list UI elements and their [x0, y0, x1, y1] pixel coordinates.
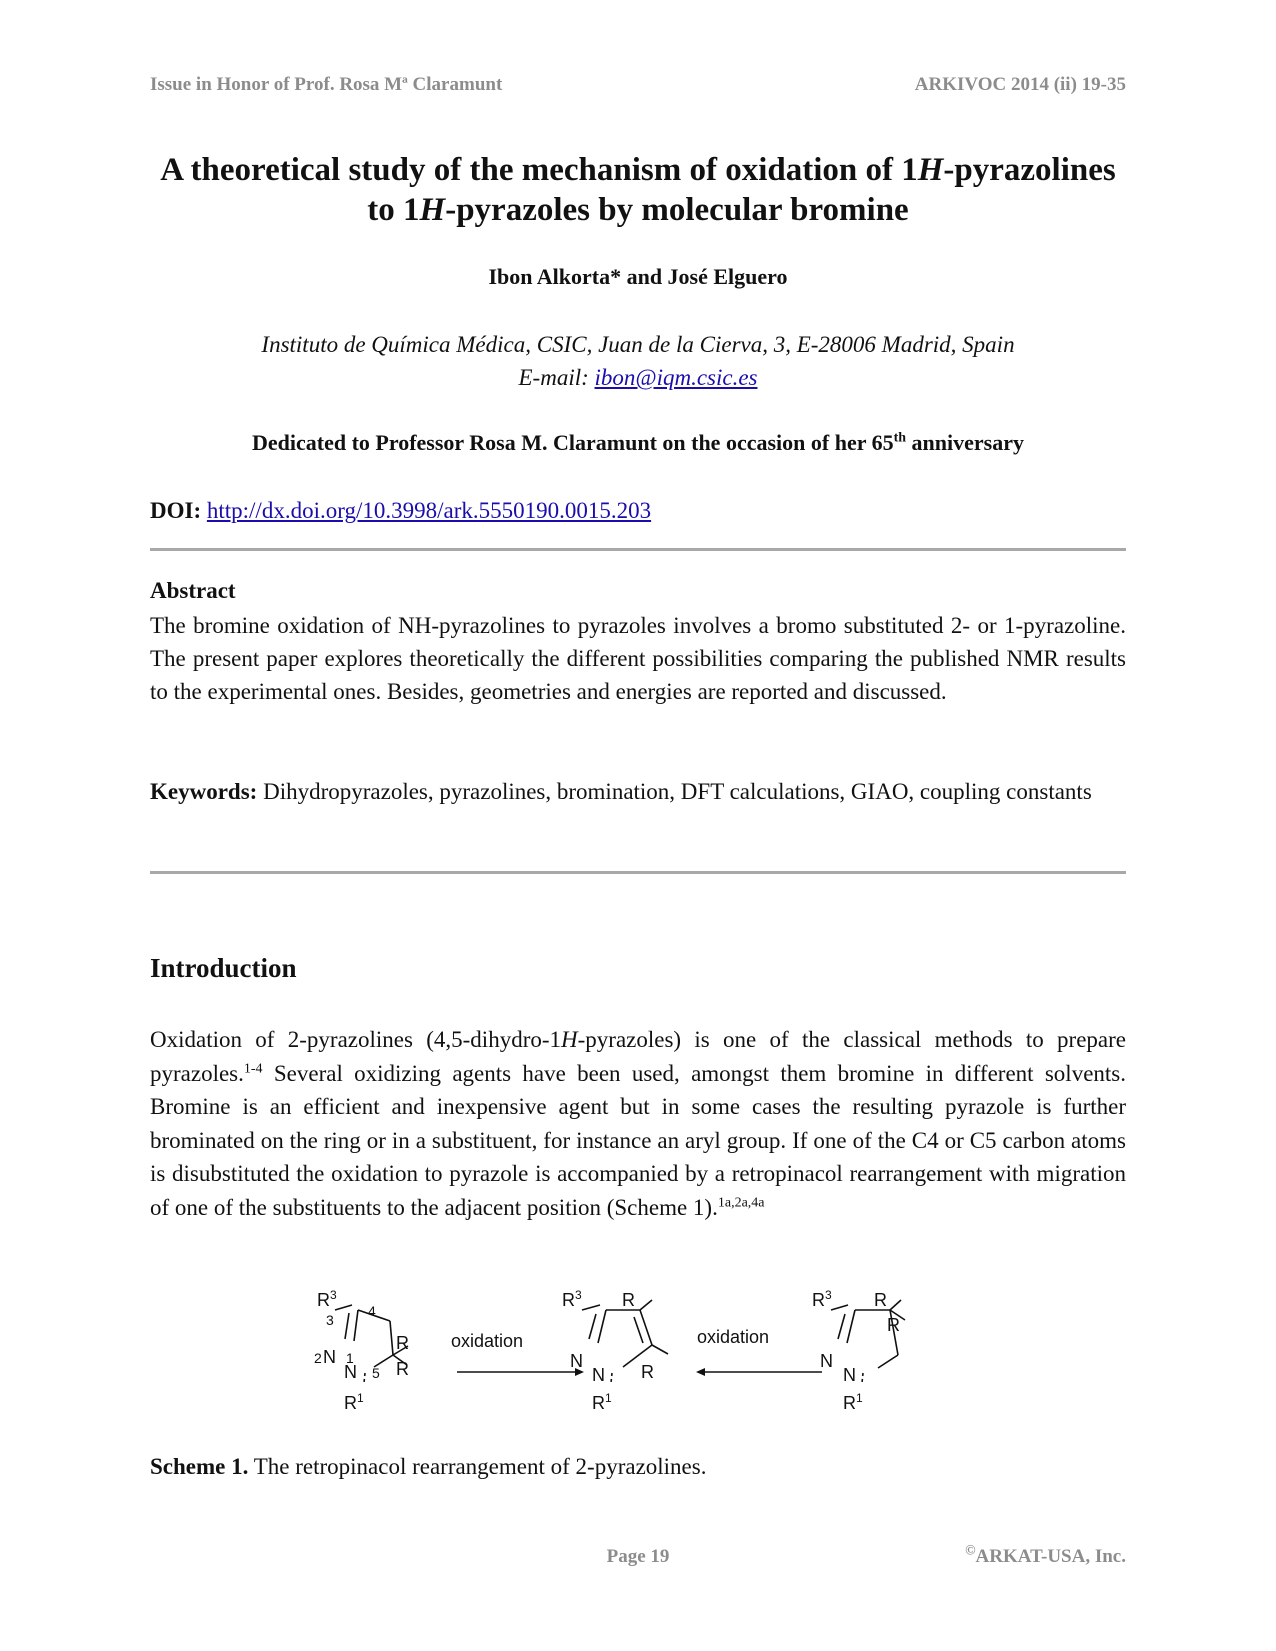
introduction-heading: Introduction: [150, 953, 297, 983]
email-line: E-mail: ibon@iqm.csic.es: [518, 365, 758, 390]
scheme-caption: Scheme 1. The retropinacol rearrangement of 2-pyrazolines.: [150, 1454, 707, 1479]
svg-text:N: N: [344, 1362, 357, 1382]
introduction-paragraph: Oxidation of 2-pyrazolines (4,5-dihydro-1H-pyrazoles) is one of the classical methods to prepare pyrazoles.$^{1-4}$ Several oxidizing agents have been used, amongst them bromine in different solvents. Bromine is an efficient and inexpensive agent but in some cases the resulting pyrazole is further brominated on the ring or in a substituent, for instance an aryl group. If one of the C4 or C5 carbon atoms is disubstituted the oxidation to pyrazole is accompanied by a retropinacol rearrangement with migration of one of the substituents to the adjacent position (Scheme 1).$^{1a,2a,4a}$: [150, 1027, 1126, 1220]
page-number: Page 19: [606, 1546, 670, 1567]
svg-text:R: R: [592, 1393, 605, 1413]
svg-text:R: R: [562, 1290, 575, 1310]
doi-link[interactable]: http://dx.doi.org/10.3998/ark.5550190.0015.203: [206, 498, 652, 523]
svg-text:N: N: [820, 1351, 833, 1371]
svg-text:4: 4: [368, 1303, 376, 1319]
svg-text:N: N: [323, 1347, 336, 1367]
doi-line: DOI: http://dx.doi.org/10.3998/ark.5550190.0015.203: [150, 498, 652, 523]
svg-text:R: R: [812, 1290, 825, 1310]
affiliation-address: Instituto de Química Médica, CSIC, Juan de la Cierva, 3, E-28006 Madrid, Spain: [261, 332, 1015, 357]
svg-text:R: R: [344, 1393, 357, 1413]
svg-text:1: 1: [856, 1391, 863, 1405]
svg-text:1: 1: [346, 1350, 354, 1366]
svg-text:3: 3: [825, 1288, 832, 1302]
svg-text:R: R: [396, 1359, 409, 1379]
arrow-right-label: oxidation: [697, 1327, 770, 1347]
arrow-left-label: oxidation: [451, 1331, 524, 1351]
svg-text:R: R: [622, 1290, 635, 1310]
divider-top: [150, 548, 1126, 551]
svg-text:2: 2: [314, 1350, 322, 1366]
paper-title: A theoretical study of the mechanism of oxidation of 1H-pyrazolines to 1H-pyrazoles by molecular bromine: [160, 152, 1116, 228]
svg-text:R: R: [641, 1362, 654, 1382]
scheme-label-r3-left: R: [317, 1290, 330, 1310]
svg-text:5: 5: [372, 1365, 380, 1381]
scheme-1-figure: [300, 1275, 990, 1425]
email-link[interactable]: ibon@iqm.csic.es: [594, 365, 758, 390]
keywords: Keywords: Dihydropyrazoles, pyrazolines, bromination, DFT calculations, GIAO, coupling constants: [150, 779, 1092, 804]
svg-text:1: 1: [357, 1391, 364, 1405]
svg-text:R: R: [843, 1393, 856, 1413]
svg-text:N: N: [843, 1365, 856, 1385]
affiliation: [0, 328, 1276, 394]
authors: Ibon Alkorta* and José Elguero: [488, 264, 788, 289]
scheme-label-r3-left-sup: 3: [330, 1288, 337, 1302]
abstract-heading: Abstract: [150, 578, 236, 603]
svg-text:N: N: [570, 1351, 583, 1371]
abstract-text: The bromine oxidation of NH-pyrazolines to pyrazoles involves a bromo substituted 2- or 1-pyrazoline. The present paper explores theoretically the different possibilities comparing the published NMR results to the experimental ones. Besides, geometries and energies are reported and discussed.: [150, 613, 1126, 704]
running-header-left: Issue in Honor of Prof. Rosa Mª Claramunt: [150, 74, 503, 95]
svg-text:R: R: [874, 1290, 887, 1310]
copyright: ©ARKAT-USA, Inc.: [965, 1543, 1126, 1567]
svg-text:R: R: [887, 1315, 900, 1335]
svg-text:R: R: [396, 1333, 409, 1353]
dedication: Dedicated to Professor Rosa M. Claramunt on the occasion of her 65th anniversary: [251, 430, 1024, 455]
running-header-right: ARKIVOC 2014 (ii) 19-35: [914, 74, 1126, 95]
divider-bottom: [150, 871, 1126, 874]
svg-text:N: N: [592, 1365, 605, 1385]
svg-text:1: 1: [605, 1391, 612, 1405]
svg-text:3: 3: [326, 1312, 334, 1328]
svg-text:3: 3: [575, 1288, 582, 1302]
